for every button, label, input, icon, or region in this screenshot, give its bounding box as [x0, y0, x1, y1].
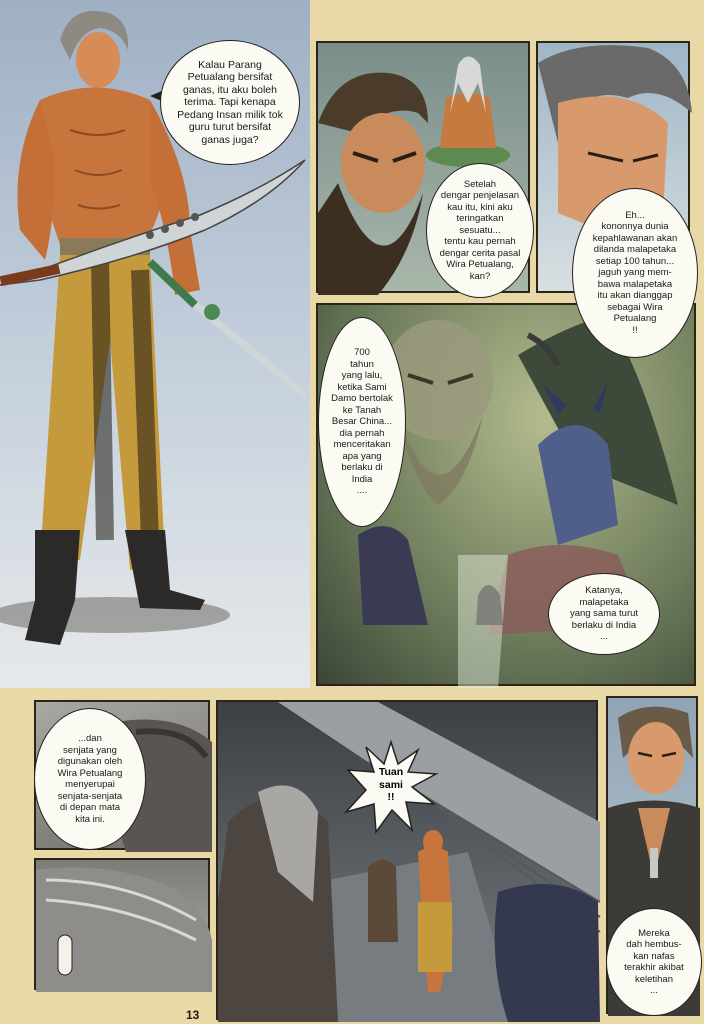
weapon-detail-illustration	[36, 860, 212, 992]
panel-weapon-detail	[34, 858, 210, 990]
panel-stairs-scene	[216, 700, 598, 1020]
speech-bubble-young-man: Eh... kononnya dunia kepahlawanan akan dilanda malapetaka setiap 100 tahun... jaguh yang mem- bawa malapetaka itu akan dianggap sebagai Wira Petualang !!	[572, 188, 698, 358]
panel-hero-sword	[0, 0, 310, 688]
portrait-face	[628, 722, 684, 794]
speech-bubble-bearded-man: Setelah dengar penjelasan kau itu, kini aku teringatkan sesuatu... tentu kau pernah dengar cerita pasal Wira Petualang, kan?	[426, 163, 534, 298]
bearded-man-face	[341, 113, 425, 213]
speech-bubble-weapons: ...dan senjata yang digunakan oleh Wira Petualang menyerupai senjata-senjata di depan mata kita ini.	[34, 708, 146, 850]
light-beam	[458, 555, 508, 688]
speech-bubble-katanya: Katanya, malapetaka yang sama turut berlaku di India ...	[548, 573, 660, 655]
panel-young-man-closeup	[536, 41, 690, 336]
panel-young-man-portrait	[606, 696, 698, 1014]
portrait-pendant	[650, 848, 658, 878]
demon-body	[538, 425, 618, 545]
speech-bubble-hero: Kalau Parang Petualang bersifat ganas, itu aku boleh terima. Tapi kenapa Pedang Insan milik tok guru turut bersifat ganas juga?	[160, 40, 300, 165]
hooded-figure	[358, 526, 428, 625]
speech-bubble-narrator-700: 700 tahun yang lalu, ketika Sami Damo bertolak ke Tanah Besar China... dia pernah menceritakan apa yang berlaku di India ....	[318, 317, 406, 527]
panel-weapons-closeup	[34, 700, 210, 850]
hero-head	[76, 32, 120, 88]
fallen-figure	[495, 884, 600, 1022]
panel-bearded-man	[316, 41, 530, 293]
monk-figure	[368, 860, 398, 943]
burst-text: Tuan sami !!	[378, 766, 404, 803]
page-number: 13	[186, 1008, 200, 1022]
panel-demon-legend	[316, 303, 696, 686]
weapon-handle	[58, 935, 72, 975]
speech-bubble-mereka: Mereka dah hembus- kan nafas terakhir akibat keletihan ...	[606, 908, 702, 1016]
